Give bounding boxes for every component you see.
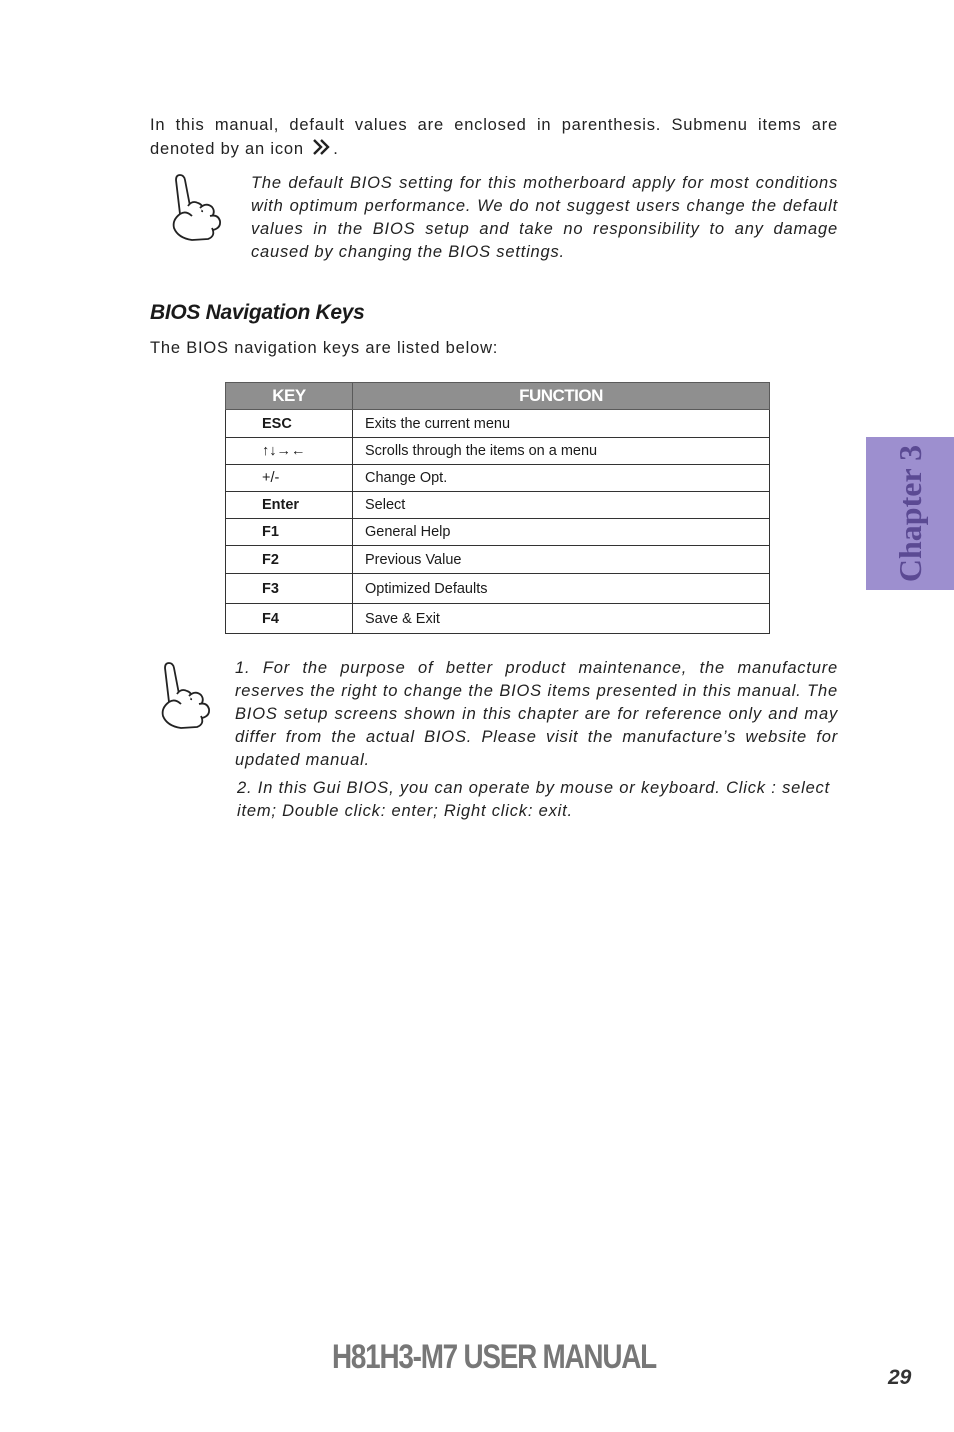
function-cell: Scrolls through the items on a menu [353,438,770,465]
table-row [226,519,770,546]
note-gui-bios: 2. In this Gui BIOS, you can operate by mouse or keyboard. Click : select item; Double click: enter; Right click: exit. [237,779,830,820]
function-cell: Save & Exit [353,604,770,634]
function-cell: Optimized Defaults [353,574,770,604]
header-key: KEY [226,383,353,410]
table-row [226,574,770,604]
intro-paragraph [150,114,838,164]
table-row [226,546,770,574]
key-cell: Enter [226,492,353,519]
key-cell: ↑↓→← [226,438,353,465]
intro-text-end: . [333,140,339,158]
key-cell: +/- [226,465,353,492]
key-cell: F3 [226,574,353,604]
table-row [226,604,770,634]
note-default-settings: The default BIOS setting for this motherboard apply for most conditions with optimum performance. We do not suggest users change the default values in the BIOS setup and take no responsibility to any damage caused by changing the BIOS settings. [251,174,838,261]
function-cell: Exits the current menu [353,410,770,438]
key-cell: F4 [226,604,353,634]
function-cell: Previous Value [353,546,770,574]
table-row [226,410,770,438]
key-cell: ESC [226,410,353,438]
table-row [226,465,770,492]
table-row [226,492,770,519]
function-cell: Select [353,492,770,519]
pointing-hand-icon [166,172,228,249]
navigation-keys-table [225,382,770,634]
table-row [226,438,770,465]
intro-text: In this manual, default values are enclosed in parenthesis. Submenu items are denoted by an icon [150,116,838,158]
header-function: FUNCTION [353,383,770,410]
key-cell: F2 [226,546,353,574]
pointing-hand-icon [155,660,217,737]
section-intro: The BIOS navigation keys are listed below: [150,339,499,357]
key-cell: F1 [226,519,353,546]
section-heading: BIOS Navigation Keys [150,301,365,324]
note-maintenance: 1. For the purpose of better product maintenance, the manufacture reserves the right to change the BIOS items presented in this manual. The BIOS setup screens shown in this chapter are for reference only and may differ from the actual BIOS. Please visit the manufacture’s website for updated manual. [235,659,838,769]
chapter-tab [866,437,954,590]
double-chevron-right-icon [311,137,331,164]
page-number: 29 [888,1366,912,1389]
function-cell: General Help [353,519,770,546]
table-header-row [226,383,770,410]
function-cell: Change Opt. [353,465,770,492]
manual-title: H81H3-M7 USER MANUAL [332,1338,656,1376]
chapter-label: Chapter 3 [891,444,928,583]
